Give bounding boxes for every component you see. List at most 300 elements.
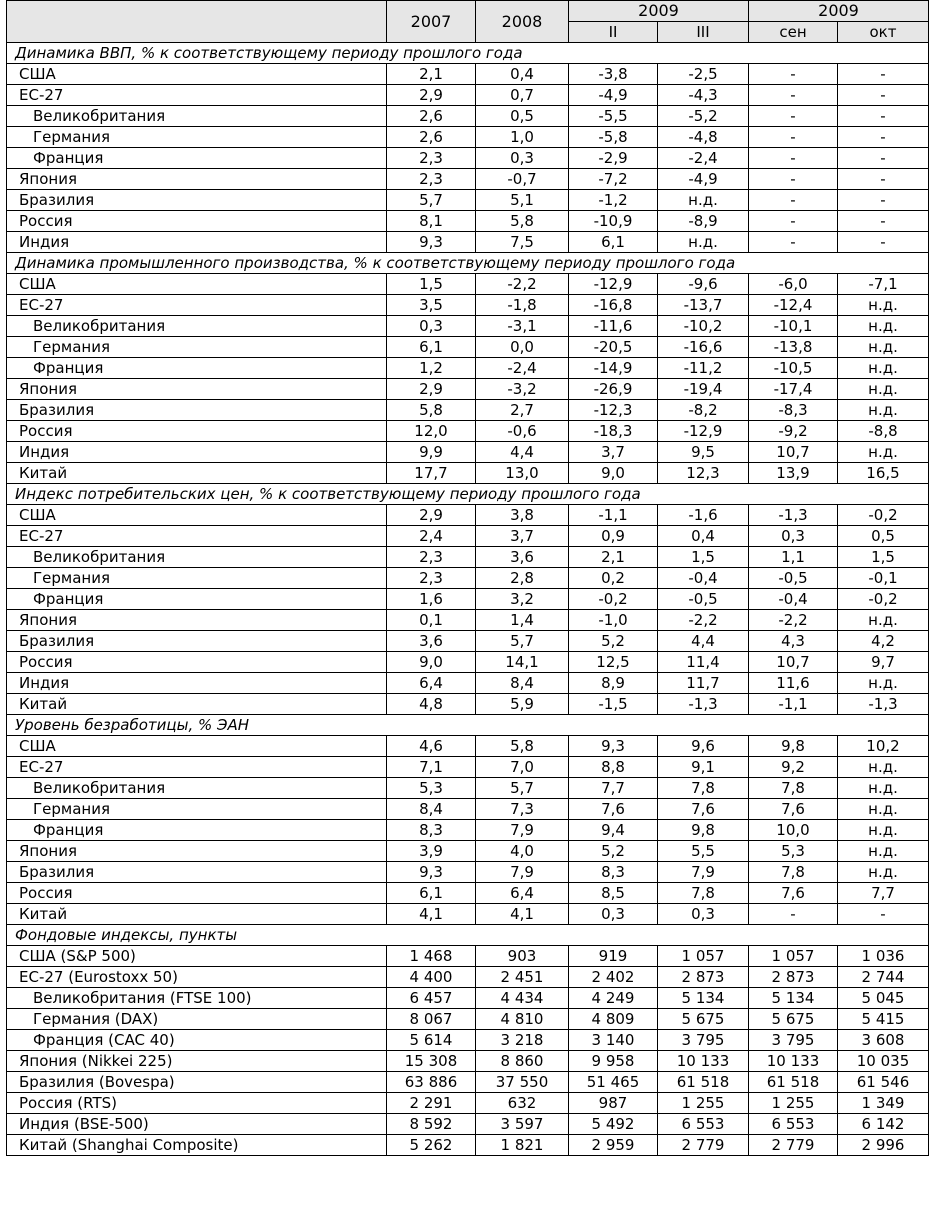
value-cell: 2,4 bbox=[387, 526, 476, 547]
value-cell: 7,8 bbox=[749, 778, 838, 799]
value-cell: -1,5 bbox=[569, 694, 658, 715]
table-row bbox=[7, 526, 929, 547]
value-cell: 5 262 bbox=[387, 1135, 476, 1156]
value-cell: -12,9 bbox=[569, 274, 658, 295]
value-cell: 3 140 bbox=[569, 1030, 658, 1051]
value-cell: - bbox=[749, 85, 838, 106]
value-cell: 1 349 bbox=[838, 1093, 929, 1114]
table-header bbox=[7, 1, 929, 43]
value-cell: -1,0 bbox=[569, 610, 658, 631]
row-label: Бразилия bbox=[7, 190, 387, 211]
value-cell: 12,0 bbox=[387, 421, 476, 442]
value-cell: -12,3 bbox=[569, 400, 658, 421]
value-cell: 10,0 bbox=[749, 820, 838, 841]
value-cell: 9,8 bbox=[749, 736, 838, 757]
value-cell: -0,5 bbox=[749, 568, 838, 589]
value-cell: -1,1 bbox=[749, 694, 838, 715]
value-cell: 1,2 bbox=[387, 358, 476, 379]
value-cell: 7,0 bbox=[476, 757, 569, 778]
table-row bbox=[7, 841, 929, 862]
value-cell: -9,6 bbox=[658, 274, 749, 295]
value-cell: н.д. bbox=[658, 190, 749, 211]
value-cell: -16,8 bbox=[569, 295, 658, 316]
value-cell: 5,2 bbox=[569, 631, 658, 652]
value-cell: - bbox=[838, 232, 929, 253]
value-cell: -10,1 bbox=[749, 316, 838, 337]
value-cell: 2,1 bbox=[569, 547, 658, 568]
header-month-oct: окт bbox=[838, 22, 929, 43]
section-title: Динамика ВВП, % к соответствующему периоду прошлого года bbox=[7, 43, 929, 64]
value-cell: -19,4 bbox=[658, 379, 749, 400]
value-cell: - bbox=[838, 169, 929, 190]
value-cell: 6 553 bbox=[658, 1114, 749, 1135]
row-label: Япония bbox=[7, 841, 387, 862]
row-label: Бразилия bbox=[7, 631, 387, 652]
value-cell: 8,5 bbox=[569, 883, 658, 904]
value-cell: -17,4 bbox=[749, 379, 838, 400]
value-cell: 6,4 bbox=[476, 883, 569, 904]
value-cell: - bbox=[838, 190, 929, 211]
value-cell: -4,9 bbox=[569, 85, 658, 106]
value-cell: 9,0 bbox=[387, 652, 476, 673]
table-row bbox=[7, 295, 929, 316]
value-cell: 5,7 bbox=[387, 190, 476, 211]
value-cell: 6,1 bbox=[387, 883, 476, 904]
value-cell: 2,6 bbox=[387, 127, 476, 148]
value-cell: 1 821 bbox=[476, 1135, 569, 1156]
value-cell: 8,9 bbox=[569, 673, 658, 694]
value-cell: 5 614 bbox=[387, 1030, 476, 1051]
value-cell: 1,1 bbox=[749, 547, 838, 568]
row-label: Франция bbox=[7, 820, 387, 841]
row-label: Китай bbox=[7, 904, 387, 925]
row-label: ЕС-27 bbox=[7, 757, 387, 778]
value-cell: 8,4 bbox=[476, 673, 569, 694]
value-cell: 3,2 bbox=[476, 589, 569, 610]
value-cell: 8,1 bbox=[387, 211, 476, 232]
value-cell: 3 795 bbox=[749, 1030, 838, 1051]
value-cell: -1,2 bbox=[569, 190, 658, 211]
value-cell: н.д. bbox=[658, 232, 749, 253]
value-cell: 2,6 bbox=[387, 106, 476, 127]
value-cell: -4,3 bbox=[658, 85, 749, 106]
section-title: Уровень безработицы, % ЭАН bbox=[7, 715, 929, 736]
value-cell: 9,2 bbox=[749, 757, 838, 778]
value-cell: 2 744 bbox=[838, 967, 929, 988]
value-cell: -2,4 bbox=[476, 358, 569, 379]
value-cell: -20,5 bbox=[569, 337, 658, 358]
value-cell: 2 402 bbox=[569, 967, 658, 988]
value-cell: 8 592 bbox=[387, 1114, 476, 1135]
row-label: Россия bbox=[7, 211, 387, 232]
value-cell: - bbox=[749, 64, 838, 85]
value-cell: 1,5 bbox=[387, 274, 476, 295]
value-cell: н.д. bbox=[838, 820, 929, 841]
value-cell: 5 492 bbox=[569, 1114, 658, 1135]
header-month-sep: сен bbox=[749, 22, 838, 43]
value-cell: н.д. bbox=[838, 379, 929, 400]
value-cell: - bbox=[749, 106, 838, 127]
table-body bbox=[7, 43, 929, 1156]
row-label: Япония (Nikkei 225) bbox=[7, 1051, 387, 1072]
value-cell: 987 bbox=[569, 1093, 658, 1114]
value-cell: 7,5 bbox=[476, 232, 569, 253]
value-cell: -2,2 bbox=[658, 610, 749, 631]
value-cell: - bbox=[838, 85, 929, 106]
value-cell: 2,3 bbox=[387, 148, 476, 169]
row-label: Япония bbox=[7, 169, 387, 190]
value-cell: 14,1 bbox=[476, 652, 569, 673]
value-cell: -0,2 bbox=[838, 505, 929, 526]
value-cell: -8,2 bbox=[658, 400, 749, 421]
row-label: Великобритания bbox=[7, 778, 387, 799]
value-cell: 9,3 bbox=[387, 862, 476, 883]
value-cell: -8,8 bbox=[838, 421, 929, 442]
row-label: ЕС-27 bbox=[7, 526, 387, 547]
value-cell: 61 518 bbox=[658, 1072, 749, 1093]
header-year-2008: 2008 bbox=[476, 1, 569, 43]
value-cell: -8,9 bbox=[658, 211, 749, 232]
value-cell: 8,3 bbox=[387, 820, 476, 841]
table-row bbox=[7, 610, 929, 631]
row-label: Россия bbox=[7, 883, 387, 904]
value-cell: 0,3 bbox=[658, 904, 749, 925]
value-cell: н.д. bbox=[838, 778, 929, 799]
value-cell: 2,9 bbox=[387, 379, 476, 400]
value-cell: -1,3 bbox=[749, 505, 838, 526]
table-row bbox=[7, 421, 929, 442]
value-cell: - bbox=[838, 64, 929, 85]
value-cell: 7,7 bbox=[838, 883, 929, 904]
row-label: Германия bbox=[7, 127, 387, 148]
row-label: ЕС-27 bbox=[7, 85, 387, 106]
table-row bbox=[7, 85, 929, 106]
section-title: Фондовые индексы, пункты bbox=[7, 925, 929, 946]
row-label: Бразилия bbox=[7, 400, 387, 421]
value-cell: 0,4 bbox=[658, 526, 749, 547]
value-cell: 2,9 bbox=[387, 505, 476, 526]
value-cell: 0,3 bbox=[387, 316, 476, 337]
value-cell: -2,2 bbox=[749, 610, 838, 631]
value-cell: -1,6 bbox=[658, 505, 749, 526]
table-row bbox=[7, 232, 929, 253]
section-header-row bbox=[7, 925, 929, 946]
value-cell: 1 255 bbox=[749, 1093, 838, 1114]
table-row bbox=[7, 169, 929, 190]
value-cell: н.д. bbox=[838, 358, 929, 379]
value-cell: н.д. bbox=[838, 799, 929, 820]
row-label: Япония bbox=[7, 379, 387, 400]
value-cell: 2,1 bbox=[387, 64, 476, 85]
value-cell: 5,1 bbox=[476, 190, 569, 211]
value-cell: 8 067 bbox=[387, 1009, 476, 1030]
value-cell: 0,2 bbox=[569, 568, 658, 589]
value-cell: 3,6 bbox=[476, 547, 569, 568]
table-row bbox=[7, 967, 929, 988]
value-cell: 16,5 bbox=[838, 463, 929, 484]
value-cell: 11,6 bbox=[749, 673, 838, 694]
value-cell: - bbox=[749, 232, 838, 253]
value-cell: 4,2 bbox=[838, 631, 929, 652]
value-cell: н.д. bbox=[838, 673, 929, 694]
value-cell: 5,3 bbox=[749, 841, 838, 862]
value-cell: 3,7 bbox=[476, 526, 569, 547]
table-row bbox=[7, 211, 929, 232]
value-cell: 1 255 bbox=[658, 1093, 749, 1114]
value-cell: н.д. bbox=[838, 610, 929, 631]
value-cell: 12,5 bbox=[569, 652, 658, 673]
value-cell: 0,3 bbox=[569, 904, 658, 925]
value-cell: -14,9 bbox=[569, 358, 658, 379]
table-row bbox=[7, 358, 929, 379]
value-cell: 3,7 bbox=[569, 442, 658, 463]
table-row bbox=[7, 988, 929, 1009]
header-empty-cell bbox=[7, 1, 387, 43]
value-cell: -2,4 bbox=[658, 148, 749, 169]
value-cell: -0,6 bbox=[476, 421, 569, 442]
value-cell: н.д. bbox=[838, 337, 929, 358]
value-cell: 8,4 bbox=[387, 799, 476, 820]
value-cell: 3 218 bbox=[476, 1030, 569, 1051]
value-cell: - bbox=[838, 148, 929, 169]
value-cell: - bbox=[838, 127, 929, 148]
value-cell: 4,4 bbox=[658, 631, 749, 652]
value-cell: 1 057 bbox=[658, 946, 749, 967]
value-cell: 2 873 bbox=[749, 967, 838, 988]
value-cell: 2 996 bbox=[838, 1135, 929, 1156]
value-cell: -12,4 bbox=[749, 295, 838, 316]
table-row bbox=[7, 1030, 929, 1051]
value-cell: -10,5 bbox=[749, 358, 838, 379]
value-cell: -10,9 bbox=[569, 211, 658, 232]
value-cell: 0,7 bbox=[476, 85, 569, 106]
value-cell: 2,3 bbox=[387, 169, 476, 190]
value-cell: -5,2 bbox=[658, 106, 749, 127]
row-label: Бразилия (Bovespa) bbox=[7, 1072, 387, 1093]
value-cell: 10 133 bbox=[749, 1051, 838, 1072]
value-cell: -0,4 bbox=[749, 589, 838, 610]
row-label: Великобритания bbox=[7, 106, 387, 127]
value-cell: -0,1 bbox=[838, 568, 929, 589]
value-cell: 2 291 bbox=[387, 1093, 476, 1114]
value-cell: н.д. bbox=[838, 400, 929, 421]
value-cell: 51 465 bbox=[569, 1072, 658, 1093]
value-cell: -16,6 bbox=[658, 337, 749, 358]
header-quarter-3: III bbox=[658, 22, 749, 43]
table-row bbox=[7, 946, 929, 967]
table-row bbox=[7, 694, 929, 715]
table-row bbox=[7, 337, 929, 358]
table-row bbox=[7, 1135, 929, 1156]
value-cell: 7,8 bbox=[658, 883, 749, 904]
value-cell: 9,7 bbox=[838, 652, 929, 673]
value-cell: -8,3 bbox=[749, 400, 838, 421]
value-cell: 7,8 bbox=[749, 862, 838, 883]
value-cell: 4,6 bbox=[387, 736, 476, 757]
row-label: Индия bbox=[7, 673, 387, 694]
value-cell: 9,6 bbox=[658, 736, 749, 757]
row-label: Германия bbox=[7, 799, 387, 820]
value-cell: - bbox=[838, 106, 929, 127]
row-label: Бразилия bbox=[7, 862, 387, 883]
value-cell: 1 468 bbox=[387, 946, 476, 967]
value-cell: 6 457 bbox=[387, 988, 476, 1009]
value-cell: 5 134 bbox=[749, 988, 838, 1009]
value-cell: -2,9 bbox=[569, 148, 658, 169]
table-row bbox=[7, 106, 929, 127]
value-cell: 2 451 bbox=[476, 967, 569, 988]
value-cell: 0,3 bbox=[476, 148, 569, 169]
value-cell: 5 045 bbox=[838, 988, 929, 1009]
value-cell: -3,1 bbox=[476, 316, 569, 337]
value-cell: 2 779 bbox=[749, 1135, 838, 1156]
value-cell: 5,7 bbox=[476, 631, 569, 652]
value-cell: 4 400 bbox=[387, 967, 476, 988]
value-cell: 7,6 bbox=[749, 883, 838, 904]
value-cell: -5,5 bbox=[569, 106, 658, 127]
value-cell: 11,4 bbox=[658, 652, 749, 673]
row-label: Япония bbox=[7, 610, 387, 631]
row-label: Китай bbox=[7, 694, 387, 715]
value-cell: 5 134 bbox=[658, 988, 749, 1009]
value-cell: 1,5 bbox=[658, 547, 749, 568]
table-row bbox=[7, 673, 929, 694]
value-cell: -0,2 bbox=[838, 589, 929, 610]
row-label: Германия (DAX) bbox=[7, 1009, 387, 1030]
value-cell: -1,3 bbox=[658, 694, 749, 715]
value-cell: 5,8 bbox=[476, 736, 569, 757]
value-cell: 7,7 bbox=[569, 778, 658, 799]
value-cell: 61 518 bbox=[749, 1072, 838, 1093]
value-cell: -1,8 bbox=[476, 295, 569, 316]
value-cell: 7,6 bbox=[569, 799, 658, 820]
value-cell: 12,3 bbox=[658, 463, 749, 484]
value-cell: -10,2 bbox=[658, 316, 749, 337]
value-cell: 1 036 bbox=[838, 946, 929, 967]
table-row bbox=[7, 568, 929, 589]
value-cell: - bbox=[838, 211, 929, 232]
value-cell: 4 809 bbox=[569, 1009, 658, 1030]
value-cell: 5,8 bbox=[387, 400, 476, 421]
row-label: Великобритания (FTSE 100) bbox=[7, 988, 387, 1009]
value-cell: 10,7 bbox=[749, 442, 838, 463]
value-cell: 5,2 bbox=[569, 841, 658, 862]
value-cell: 7,8 bbox=[658, 778, 749, 799]
value-cell: 0,3 bbox=[749, 526, 838, 547]
section-title: Динамика промышленного производства, % к соответствующему периоду прошлого года bbox=[7, 253, 929, 274]
value-cell: 2,7 bbox=[476, 400, 569, 421]
value-cell: 10,2 bbox=[838, 736, 929, 757]
section-header-row bbox=[7, 43, 929, 64]
value-cell: 13,0 bbox=[476, 463, 569, 484]
value-cell: 4,1 bbox=[476, 904, 569, 925]
value-cell: -0,4 bbox=[658, 568, 749, 589]
value-cell: -0,2 bbox=[569, 589, 658, 610]
value-cell: -13,8 bbox=[749, 337, 838, 358]
value-cell: - bbox=[749, 148, 838, 169]
value-cell: -0,7 bbox=[476, 169, 569, 190]
row-label: Франция (CAC 40) bbox=[7, 1030, 387, 1051]
row-label: США bbox=[7, 64, 387, 85]
value-cell: 4 810 bbox=[476, 1009, 569, 1030]
table-row bbox=[7, 904, 929, 925]
value-cell: 4,4 bbox=[476, 442, 569, 463]
value-cell: 13,9 bbox=[749, 463, 838, 484]
value-cell: 5,9 bbox=[476, 694, 569, 715]
table-row bbox=[7, 589, 929, 610]
row-label: ЕС-27 bbox=[7, 295, 387, 316]
value-cell: 0,0 bbox=[476, 337, 569, 358]
table-row bbox=[7, 862, 929, 883]
table-row bbox=[7, 1051, 929, 1072]
row-label: Франция bbox=[7, 148, 387, 169]
value-cell: 9,3 bbox=[387, 232, 476, 253]
value-cell: н.д. bbox=[838, 295, 929, 316]
value-cell: -2,5 bbox=[658, 64, 749, 85]
table-row bbox=[7, 64, 929, 85]
value-cell: 6,4 bbox=[387, 673, 476, 694]
value-cell: -7,2 bbox=[569, 169, 658, 190]
row-label: США bbox=[7, 505, 387, 526]
value-cell: 3,6 bbox=[387, 631, 476, 652]
value-cell: 1,5 bbox=[838, 547, 929, 568]
value-cell: 4 249 bbox=[569, 988, 658, 1009]
row-label: Индия bbox=[7, 442, 387, 463]
value-cell: - bbox=[749, 127, 838, 148]
value-cell: 3,9 bbox=[387, 841, 476, 862]
value-cell: 632 bbox=[476, 1093, 569, 1114]
value-cell: 7,6 bbox=[749, 799, 838, 820]
table-row bbox=[7, 1093, 929, 1114]
value-cell: -9,2 bbox=[749, 421, 838, 442]
value-cell: 5 415 bbox=[838, 1009, 929, 1030]
row-label: Россия bbox=[7, 421, 387, 442]
table-row bbox=[7, 505, 929, 526]
row-label: США bbox=[7, 274, 387, 295]
row-label: США bbox=[7, 736, 387, 757]
value-cell: 61 546 bbox=[838, 1072, 929, 1093]
value-cell: 9,0 bbox=[569, 463, 658, 484]
value-cell: -18,3 bbox=[569, 421, 658, 442]
row-label: Франция bbox=[7, 358, 387, 379]
value-cell: 9,1 bbox=[658, 757, 749, 778]
indicators-table bbox=[6, 0, 929, 1156]
value-cell: 0,1 bbox=[387, 610, 476, 631]
value-cell: -3,8 bbox=[569, 64, 658, 85]
table-row bbox=[7, 547, 929, 568]
value-cell: 7,6 bbox=[658, 799, 749, 820]
table-row bbox=[7, 631, 929, 652]
value-cell: 5,3 bbox=[387, 778, 476, 799]
value-cell: 1 057 bbox=[749, 946, 838, 967]
value-cell: 6 553 bbox=[749, 1114, 838, 1135]
value-cell: 6,1 bbox=[387, 337, 476, 358]
table-row bbox=[7, 652, 929, 673]
table-row bbox=[7, 1114, 929, 1135]
row-label: Германия bbox=[7, 337, 387, 358]
value-cell: -12,9 bbox=[658, 421, 749, 442]
value-cell: 2 779 bbox=[658, 1135, 749, 1156]
value-cell: - bbox=[749, 904, 838, 925]
value-cell: 919 bbox=[569, 946, 658, 967]
value-cell: 10 035 bbox=[838, 1051, 929, 1072]
value-cell: -1,1 bbox=[569, 505, 658, 526]
value-cell: - bbox=[838, 904, 929, 925]
value-cell: н.д. bbox=[838, 841, 929, 862]
header-year-2009-quarters: 2009 bbox=[569, 1, 749, 22]
table-row bbox=[7, 400, 929, 421]
value-cell: 63 886 bbox=[387, 1072, 476, 1093]
